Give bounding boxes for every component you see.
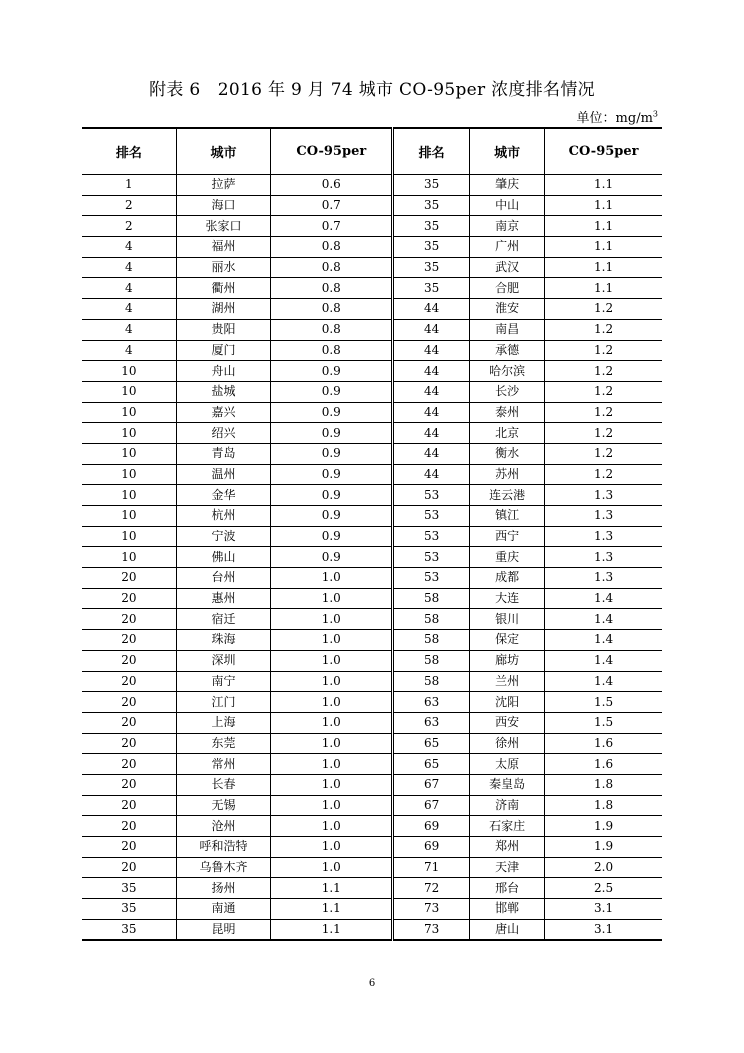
cell-city: 唐山	[470, 919, 545, 940]
cell-co: 2.0	[545, 857, 662, 878]
cell-city: 湖州	[176, 299, 271, 320]
table-header-row	[82, 128, 662, 175]
cell-rank: 73	[393, 919, 470, 940]
table-row	[82, 216, 662, 237]
table-row	[82, 857, 662, 878]
cell-rank: 53	[393, 506, 470, 527]
table-row	[82, 175, 662, 196]
cell-rank: 4	[82, 237, 176, 258]
cell-co: 1.1	[271, 899, 393, 920]
table-row	[82, 526, 662, 547]
cell-rank: 67	[393, 774, 470, 795]
table-row	[82, 733, 662, 754]
table-row	[82, 878, 662, 899]
cell-city: 衡水	[470, 443, 545, 464]
cell-rank: 53	[393, 547, 470, 568]
cell-rank: 58	[393, 630, 470, 651]
cell-city: 昆明	[176, 919, 271, 940]
cell-co: 0.9	[271, 423, 393, 444]
cell-city: 常州	[176, 754, 271, 775]
cell-co: 0.8	[271, 319, 393, 340]
cell-rank: 69	[393, 837, 470, 858]
table-body	[82, 175, 662, 941]
cell-city: 沈阳	[470, 692, 545, 713]
cell-city: 长春	[176, 774, 271, 795]
table-row	[82, 712, 662, 733]
table-row	[82, 899, 662, 920]
cell-co: 1.9	[545, 837, 662, 858]
table-row	[82, 278, 662, 299]
cell-city: 广州	[470, 237, 545, 258]
cell-rank: 2	[82, 195, 176, 216]
cell-rank: 44	[393, 381, 470, 402]
cell-city: 南京	[470, 216, 545, 237]
cell-city: 成都	[470, 568, 545, 589]
cell-rank: 4	[82, 278, 176, 299]
table-row	[82, 485, 662, 506]
cell-rank: 58	[393, 588, 470, 609]
cell-co: 0.8	[271, 257, 393, 278]
cell-co: 1.0	[271, 857, 393, 878]
cell-co: 1.2	[545, 299, 662, 320]
ranking-table	[82, 127, 662, 941]
cell-rank: 35	[121, 922, 137, 937]
cell-co: 1.0	[271, 671, 393, 692]
cell-rank: 4	[82, 299, 176, 320]
cell-city: 沧州	[176, 816, 271, 837]
cell-rank: 20	[82, 837, 176, 858]
cell-co: 0.9	[271, 526, 393, 547]
cell-co: 1.4	[545, 671, 662, 692]
cell-co: 1.0	[271, 588, 393, 609]
table-row	[82, 443, 662, 464]
cell-city: 珠海	[176, 630, 271, 651]
cell-city: 厦门	[176, 340, 271, 361]
cell-co: 1.1	[271, 878, 393, 899]
cell-rank: 20	[82, 754, 176, 775]
cell-rank: 1	[82, 175, 176, 196]
cell-city: 拉萨	[176, 175, 271, 196]
header-co-left: CO-95per	[271, 128, 393, 175]
cell-co: 1.1	[545, 175, 662, 196]
header-rank-right: 排名	[393, 128, 470, 175]
cell-rank: 35	[393, 257, 470, 278]
cell-rank: 35	[82, 878, 176, 899]
table-row	[82, 754, 662, 775]
cell-city: 太原	[470, 754, 545, 775]
table-row	[82, 423, 662, 444]
cell-city: 深圳	[176, 650, 271, 671]
cell-rank: 44	[393, 423, 470, 444]
cell-city: 呼和浩特	[176, 837, 271, 858]
cell-rank: 65	[393, 733, 470, 754]
cell-co: 2.5	[545, 878, 662, 899]
table-row	[82, 319, 662, 340]
table-row	[82, 464, 662, 485]
cell-co: 0.6	[271, 175, 393, 196]
cell-city: 盐城	[176, 381, 271, 402]
cell-rank: 20	[82, 671, 176, 692]
cell-rank: 20	[82, 733, 176, 754]
cell-co: 1.3	[545, 506, 662, 527]
cell-city: 台州	[176, 568, 271, 589]
cell-co: 1.0	[271, 795, 393, 816]
cell-city: 福州	[176, 237, 271, 258]
cell-rank: 20	[82, 774, 176, 795]
table-row	[82, 692, 662, 713]
cell-co: 0.9	[271, 506, 393, 527]
cell-co: 1.2	[545, 443, 662, 464]
cell-rank: 10	[82, 423, 176, 444]
cell-rank: 53	[393, 485, 470, 506]
cell-city: 银川	[470, 609, 545, 630]
cell-city: 青岛	[176, 443, 271, 464]
cell-rank: 58	[393, 671, 470, 692]
table-row	[82, 671, 662, 692]
cell-city: 武汉	[470, 257, 545, 278]
cell-co: 1.4	[545, 588, 662, 609]
cell-city: 重庆	[470, 547, 545, 568]
cell-co: 3.1	[545, 919, 662, 940]
cell-rank: 44	[393, 361, 470, 382]
cell-rank: 44	[393, 464, 470, 485]
cell-co: 1.0	[271, 837, 393, 858]
cell-co: 1.2	[545, 402, 662, 423]
cell-rank: 10	[82, 381, 176, 402]
table-row	[82, 919, 662, 940]
cell-city: 石家庄	[470, 816, 545, 837]
table-row	[82, 650, 662, 671]
cell-city: 嘉兴	[176, 402, 271, 423]
cell-rank: 35	[393, 195, 470, 216]
cell-rank: 67	[393, 795, 470, 816]
cell-city: 宁波	[176, 526, 271, 547]
cell-city: 济南	[470, 795, 545, 816]
cell-city: 佛山	[176, 547, 271, 568]
cell-city: 海口	[176, 195, 271, 216]
cell-co: 1.2	[545, 381, 662, 402]
cell-co: 0.9	[271, 381, 393, 402]
table-row	[82, 340, 662, 361]
cell-city: 秦皇岛	[470, 774, 545, 795]
cell-rank: 20	[82, 712, 176, 733]
cell-co: 1.3	[545, 485, 662, 506]
header-city-left: 城市	[176, 128, 271, 175]
cell-co: 0.9	[271, 402, 393, 423]
cell-rank: 10	[82, 547, 176, 568]
cell-city: 西宁	[470, 526, 545, 547]
cell-co: 0.8	[271, 299, 393, 320]
cell-co: 1.5	[545, 692, 662, 713]
table-row	[82, 588, 662, 609]
cell-rank: 20	[82, 857, 176, 878]
cell-rank: 35	[393, 237, 470, 258]
cell-co: 1.4	[545, 609, 662, 630]
cell-co: 1.2	[545, 319, 662, 340]
table-row	[82, 257, 662, 278]
cell-co: 3.1	[545, 899, 662, 920]
page-number: 6	[368, 978, 376, 989]
cell-rank: 63	[393, 712, 470, 733]
table-row	[82, 816, 662, 837]
cell-co: 1.1	[545, 195, 662, 216]
page-title: 附表 6 2016 年 9 月 74 城市 CO-95per 浓度排名情况	[149, 80, 595, 100]
cell-co: 1.1	[545, 216, 662, 237]
cell-city: 无锡	[176, 795, 271, 816]
cell-city: 贵阳	[176, 319, 271, 340]
cell-rank: 58	[393, 609, 470, 630]
cell-rank: 10	[82, 506, 176, 527]
table-row	[82, 837, 662, 858]
cell-co: 1.2	[545, 340, 662, 361]
cell-city: 丽水	[176, 257, 271, 278]
cell-co: 0.8	[271, 340, 393, 361]
cell-rank: 20	[82, 816, 176, 837]
cell-rank: 65	[393, 754, 470, 775]
cell-city: 哈尔滨	[470, 361, 545, 382]
cell-rank: 20	[82, 630, 176, 651]
cell-co: 1.0	[271, 568, 393, 589]
cell-co: 1.4	[545, 650, 662, 671]
table-row	[82, 381, 662, 402]
cell-city: 苏州	[470, 464, 545, 485]
cell-rank: 44	[393, 340, 470, 361]
cell-co: 1.1	[545, 257, 662, 278]
cell-city: 上海	[176, 712, 271, 733]
cell-co: 0.9	[271, 361, 393, 382]
cell-rank: 53	[393, 526, 470, 547]
table-row	[82, 609, 662, 630]
cell-rank: 71	[393, 857, 470, 878]
table-row	[82, 506, 662, 527]
cell-rank: 10	[82, 361, 176, 382]
cell-city: 惠州	[176, 588, 271, 609]
cell-city: 中山	[470, 195, 545, 216]
cell-city: 合肥	[470, 278, 545, 299]
cell-co: 1.3	[545, 547, 662, 568]
cell-city: 杭州	[176, 506, 271, 527]
cell-co: 1.1	[271, 919, 393, 940]
table-row	[82, 547, 662, 568]
cell-co: 1.0	[271, 650, 393, 671]
cell-city: 宿迁	[176, 609, 271, 630]
cell-rank: 35	[82, 899, 176, 920]
cell-co: 1.2	[545, 361, 662, 382]
cell-co: 0.7	[271, 195, 393, 216]
cell-city: 天津	[470, 857, 545, 878]
cell-rank: 72	[393, 878, 470, 899]
cell-city: 金华	[176, 485, 271, 506]
cell-city: 扬州	[176, 878, 271, 899]
cell-co: 0.7	[271, 216, 393, 237]
cell-co: 0.8	[271, 278, 393, 299]
table-row	[82, 774, 662, 795]
cell-city: 承德	[470, 340, 545, 361]
cell-rank: 63	[393, 692, 470, 713]
header-rank-left: 排名	[82, 128, 176, 175]
cell-rank: 20	[82, 650, 176, 671]
table-row	[82, 299, 662, 320]
header-city-right: 城市	[470, 128, 545, 175]
cell-co: 0.9	[271, 464, 393, 485]
cell-rank: 10	[82, 485, 176, 506]
cell-rank: 4	[82, 257, 176, 278]
table-row	[82, 402, 662, 423]
cell-rank: 35	[393, 175, 470, 196]
cell-city: 淮安	[470, 299, 545, 320]
cell-co: 1.0	[271, 712, 393, 733]
cell-rank: 35	[393, 216, 470, 237]
cell-rank: 44	[393, 402, 470, 423]
cell-rank: 10	[82, 464, 176, 485]
cell-city: 大连	[470, 588, 545, 609]
cell-co: 1.0	[271, 733, 393, 754]
cell-city: 连云港	[470, 485, 545, 506]
cell-city: 衢州	[176, 278, 271, 299]
cell-co: 1.5	[545, 712, 662, 733]
cell-rank: 35	[393, 278, 470, 299]
table-row	[82, 361, 662, 382]
cell-co: 1.3	[545, 568, 662, 589]
cell-co: 1.0	[271, 630, 393, 651]
cell-city: 南昌	[470, 319, 545, 340]
cell-city: 镇江	[470, 506, 545, 527]
cell-city: 北京	[470, 423, 545, 444]
cell-rank: 10	[82, 443, 176, 464]
cell-rank: 73	[393, 899, 470, 920]
cell-rank: 2	[82, 216, 176, 237]
cell-city: 西安	[470, 712, 545, 733]
cell-rank: 20	[82, 795, 176, 816]
cell-city: 保定	[470, 630, 545, 651]
cell-city: 张家口	[176, 216, 271, 237]
table-row	[82, 237, 662, 258]
cell-city: 邢台	[470, 878, 545, 899]
cell-rank: 44	[393, 319, 470, 340]
table-row	[82, 630, 662, 651]
cell-city: 兰州	[470, 671, 545, 692]
table-row	[82, 795, 662, 816]
cell-co: 1.1	[545, 278, 662, 299]
cell-city: 廊坊	[470, 650, 545, 671]
cell-rank: 53	[393, 568, 470, 589]
cell-co: 1.2	[545, 423, 662, 444]
cell-co: 1.6	[545, 733, 662, 754]
cell-rank: 69	[393, 816, 470, 837]
cell-rank: 44	[393, 299, 470, 320]
cell-city: 南通	[176, 899, 271, 920]
cell-co: 1.9	[545, 816, 662, 837]
cell-co: 1.6	[545, 754, 662, 775]
cell-city: 乌鲁木齐	[176, 857, 271, 878]
cell-city: 舟山	[176, 361, 271, 382]
cell-rank: 4	[82, 340, 176, 361]
cell-city: 东莞	[176, 733, 271, 754]
cell-city: 邯郸	[470, 899, 545, 920]
cell-rank: 10	[82, 402, 176, 423]
cell-co: 0.9	[271, 485, 393, 506]
cell-rank: 20	[82, 692, 176, 713]
cell-co: 0.9	[271, 547, 393, 568]
cell-rank: 20	[82, 588, 176, 609]
cell-rank: 10	[82, 526, 176, 547]
cell-city: 徐州	[470, 733, 545, 754]
cell-co: 1.0	[271, 816, 393, 837]
unit-label	[577, 107, 658, 126]
table-row	[82, 195, 662, 216]
cell-co: 0.9	[271, 443, 393, 464]
cell-co: 1.8	[545, 795, 662, 816]
cell-co: 1.0	[271, 754, 393, 775]
cell-city: 江门	[176, 692, 271, 713]
cell-rank: 4	[82, 319, 176, 340]
cell-city: 温州	[176, 464, 271, 485]
header-co-right: CO-95per	[545, 128, 662, 175]
cell-city: 南宁	[176, 671, 271, 692]
cell-rank: 20	[82, 568, 176, 589]
cell-city: 肇庆	[470, 175, 545, 196]
cell-co: 1.1	[545, 237, 662, 258]
cell-co: 1.2	[545, 464, 662, 485]
cell-co: 1.3	[545, 526, 662, 547]
unit-superscript: 3	[652, 109, 658, 119]
cell-city: 长沙	[470, 381, 545, 402]
cell-co: 1.0	[271, 609, 393, 630]
cell-rank: 58	[393, 650, 470, 671]
cell-co: 1.0	[271, 774, 393, 795]
cell-rank: 44	[393, 443, 470, 464]
cell-co: 1.0	[271, 692, 393, 713]
cell-co: 0.8	[271, 237, 393, 258]
unit-text: 单位：mg/m	[576, 111, 653, 126]
cell-co: 1.8	[545, 774, 662, 795]
cell-city: 泰州	[470, 402, 545, 423]
cell-city: 绍兴	[176, 423, 271, 444]
cell-rank: 20	[82, 609, 176, 630]
table-row	[82, 568, 662, 589]
cell-city: 郑州	[470, 837, 545, 858]
cell-co: 1.4	[545, 630, 662, 651]
